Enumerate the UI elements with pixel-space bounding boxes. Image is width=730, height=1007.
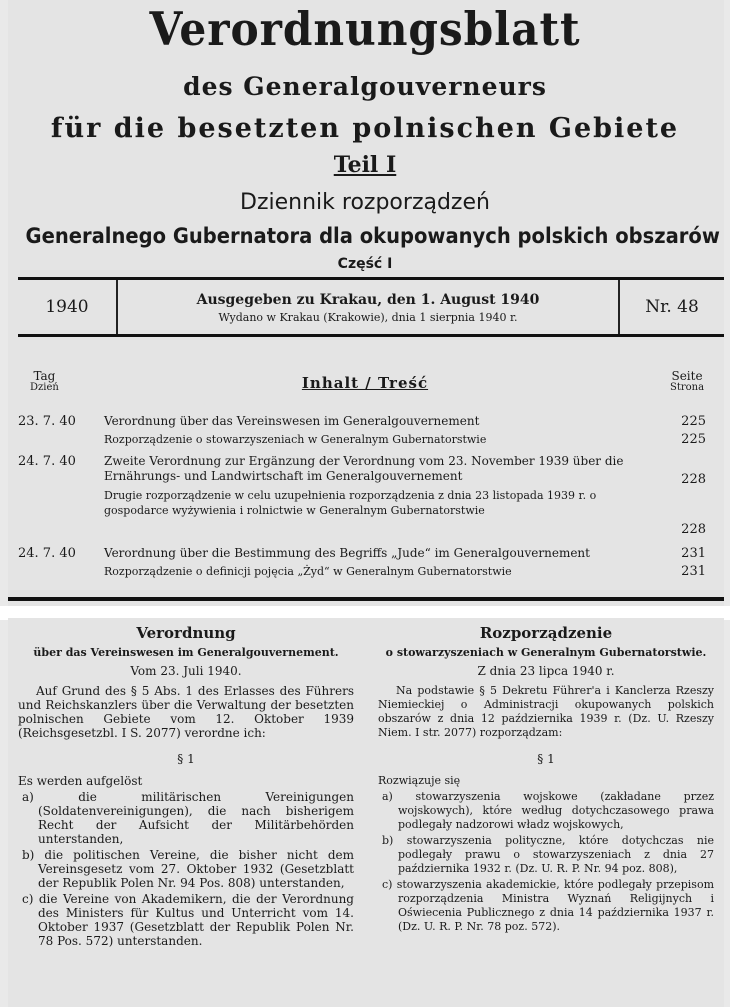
toc-page-header-pl: Strona bbox=[670, 382, 705, 393]
issued-de: Ausgegeben zu Krakau, den 1. August 1940 bbox=[196, 292, 540, 308]
decree-intro-pl: Rozwiązuje się bbox=[378, 774, 461, 787]
decree-column-de bbox=[18, 626, 354, 948]
toc-entry-pl-page: 228 bbox=[681, 522, 706, 537]
toc-entry bbox=[18, 546, 712, 582]
toc-date-header-pl: Dzień bbox=[30, 382, 59, 393]
toc-page-header-de: Seite bbox=[671, 369, 703, 383]
toc-page-header bbox=[670, 370, 704, 394]
masthead-title-de: Verordnungsblatt bbox=[149, 2, 581, 56]
toc-entry-date: 24. 7. 40 bbox=[18, 546, 76, 561]
masthead-part-pl: Część I bbox=[337, 256, 393, 272]
decree-item-de: c) die Vereine von Akademikern, die der Verordnung des Ministers für Kultus und Unterricht vom 14. Oktober 1937 (Gesetzblatt der Republik Polen Nr. 78 Pos. 572) unterstanden. bbox=[22, 892, 354, 948]
decree-intro-de: Es werden aufgelöst bbox=[18, 774, 143, 788]
masthead-subtitle-pl: Generalnego Gubernatora dla okupowanych polskich obszarów bbox=[25, 224, 720, 248]
issue-year: 1940 bbox=[18, 280, 118, 334]
decree-subheading-pl: o stowarzyszeniach w Generalnym Gubernatorstwie. bbox=[385, 646, 707, 659]
masthead-subtitle-de: des Generalgouverneurs bbox=[183, 72, 547, 101]
toc-entry-date: 23. 7. 40 bbox=[18, 414, 76, 429]
decree-subheading-de: über das Vereinswesen im Generalgouvernement. bbox=[33, 646, 339, 659]
toc-entry bbox=[18, 454, 712, 540]
toc-entry-de-page: 225 bbox=[681, 414, 706, 429]
toc-entry-pl-page: 225 bbox=[681, 432, 706, 447]
toc-entry-pl: Rozporządzenie o stowarzyszeniach w Generalnym Gubernatorstwie bbox=[104, 433, 487, 446]
toc-entry-pl-page: 231 bbox=[681, 564, 706, 579]
masthead-title-pl: Dziennik rozporządzeń bbox=[240, 190, 490, 215]
toc-entry-pl: Rozporządzenie o definicji pojęcia „Żyd“ w Generalnym Gubernatorstwie bbox=[104, 565, 512, 578]
issue-bar bbox=[18, 277, 724, 337]
toc-entry bbox=[18, 414, 712, 450]
masthead-subtitle2-de: für die besetzten polnischen Gebiete bbox=[50, 113, 680, 144]
decree-column-pl bbox=[378, 626, 714, 934]
toc-entry-de-page: 231 bbox=[681, 546, 706, 561]
decree-item-pl: a) stowarzyszenia wojskowe (zakładane przez wojskowych), które według dotychczasowego prawa podlegały nadzorowi władz wojskowych, bbox=[382, 790, 714, 831]
toc-title: Inhalt / Treść bbox=[301, 374, 429, 392]
decree-date-pl: Z dnia 23 lipca 1940 r. bbox=[477, 664, 615, 678]
toc-entry-de: Verordnung über die Bestimmung des Begriffs „Jude“ im Generalgouvernement bbox=[104, 546, 590, 560]
toc-entry-de-page: 228 bbox=[681, 472, 706, 487]
issued-pl: Wydano w Krakau (Krakowie), dnia 1 sierpnia 1940 r. bbox=[218, 311, 518, 324]
decree-item-pl: b) stowarzyszenia polityczne, które dotychczas nie podlegały prawu o stowarzyszeniach z dnia 27 października 1932 r. (Dz. U. R. P. Nr. 94 poz. 808), bbox=[382, 834, 714, 875]
toc-date-header-de: Tag bbox=[33, 369, 56, 383]
toc-entry-date: 24. 7. 40 bbox=[18, 454, 76, 469]
masthead-part-de: Teil I bbox=[333, 152, 397, 178]
decree-heading-de: Verordnung bbox=[136, 624, 236, 642]
decree-date-de: Vom 23. Juli 1940. bbox=[130, 664, 242, 678]
issue-info bbox=[118, 280, 620, 334]
issue-number: Nr. 48 bbox=[645, 297, 699, 317]
decree-section-pl: § 1 bbox=[537, 752, 555, 766]
decree-item-de: b) die politischen Vereine, die bisher nicht dem Vereinsgesetz vom 27. Oktober 1932 (Gesetzblatt der Republik Polen Nr. 94 Pos. 808) unterstanden, bbox=[22, 848, 354, 890]
decree-preamble-pl: Na podstawie § 5 Dekretu Führer'a i Kanclerza Rzeszy Niemieckiej o Administracji okupowanych polskich obszarów z dnia 12 października 1939 r. (Dz. U. Rzeszy Niem. I str. 2077) rozporządzam: bbox=[378, 684, 714, 739]
decree-item-de: a) die militärischen Vereinigungen (Soldatenvereinigungen), die nach bisherigem Recht der Aufsicht der Militärbehörden unterstanden, bbox=[22, 790, 354, 846]
toc-entry-de: Zweite Verordnung zur Ergänzung der Verordnung vom 23. November 1939 über die Ernährungs- und Landwirtschaft im Generalgouvernement bbox=[104, 454, 624, 483]
decree-item-pl: c) stowarzyszenia akademickie, które podlegały przepisom rozporządzenia Ministra Wyznań Religijnych i Oświecenia Publicznego z dnia 14 października 1937 r. (Dz. U. R. P. Nr. 78 poz. 572). bbox=[382, 878, 714, 933]
decree-heading-pl: Rozporządzenie bbox=[479, 624, 613, 642]
toc-entry-de: Verordnung über das Vereinswesen im Generalgouvernement bbox=[104, 414, 480, 428]
decree-section-de: § 1 bbox=[177, 752, 195, 766]
toc-bottom-rule bbox=[8, 597, 724, 601]
decree-preamble-de: Auf Grund des § 5 Abs. 1 des Erlasses des Führers und Reichskanzlers über die Verwaltung der besetzten polnischen Gebiete vom 12. Oktober 1939 (Reichsgesetzbl. I S. 2077) verordne ich: bbox=[18, 684, 354, 740]
toc-entry-pl: Drugie rozporządzenie w celu uzupełnienia rozporządzenia z dnia 23 listopada 1939 r. o gospodarce wyżywienia i rolnictwie w Generalnym Gubernatorstwie bbox=[104, 489, 597, 517]
